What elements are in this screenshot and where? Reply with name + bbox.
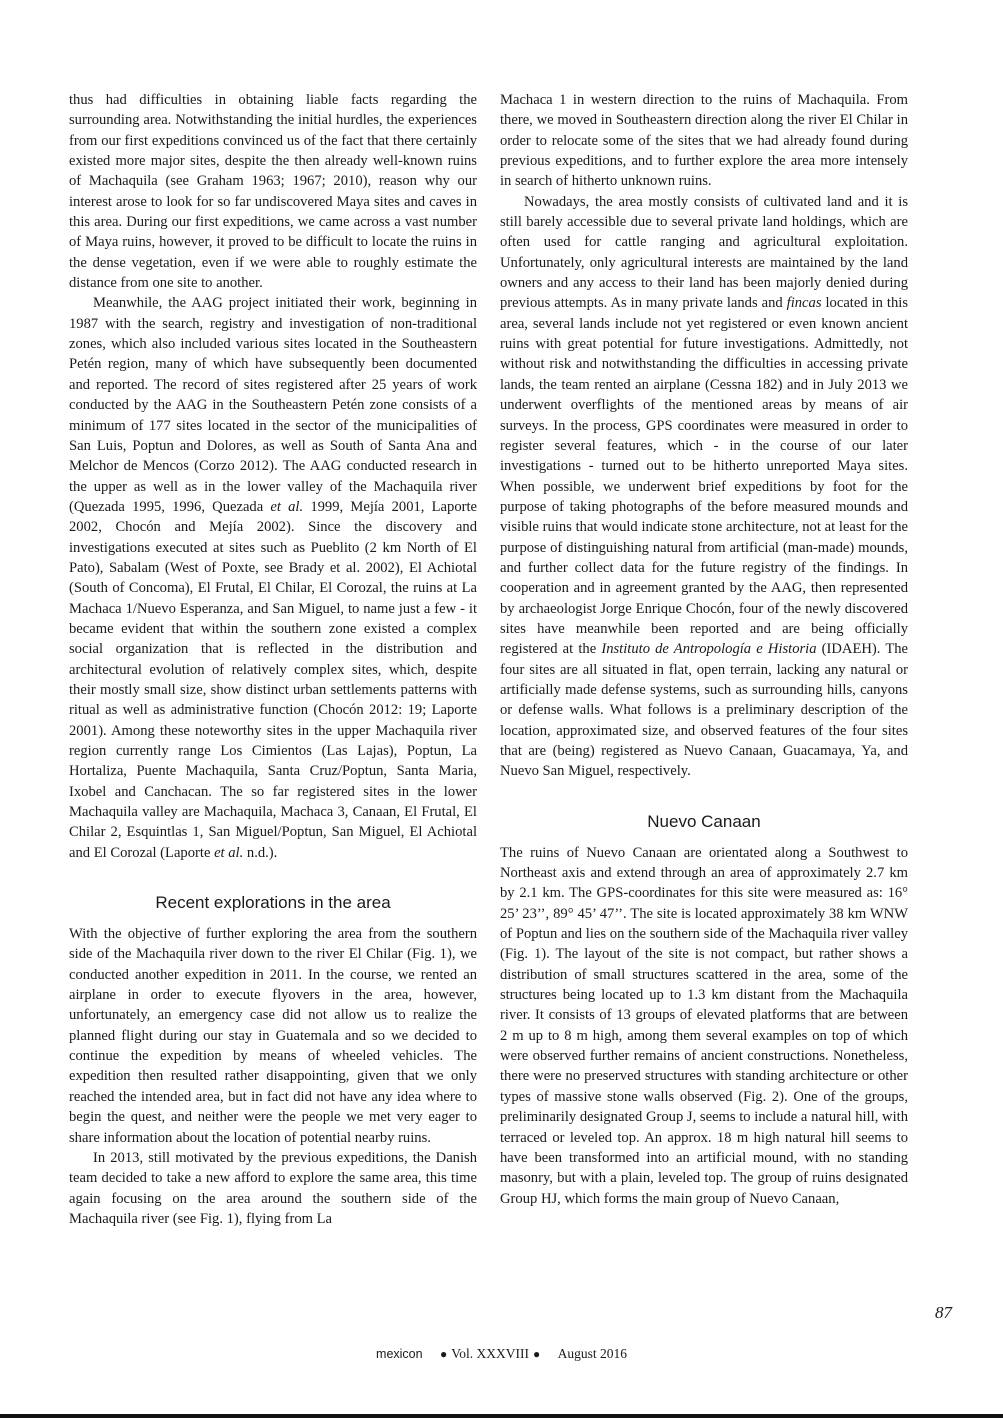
left-paragraph-1: thus had difficulties in obtaining liable facts regarding the surrounding area. Notwithstanding the initial hurdles, the experiences from our first expeditions convinced us of the fact that there certainly existed more major sites, despite the then already well-known ruins of Machaquila (see Graham 1963; 1967; 2010), reason why our interest arose to look for so far undiscovered Maya sites and caves in this area. During our first expeditions, we came across a vast number of Maya ruins, however, it proved to be difficult to locate the ruins in the dense vegetation, even if we were able to roughly estimate the distance from one site to another. xyxy=(69,92,477,292)
section-heading-recent-explorations: Recent explorations in the area xyxy=(155,893,391,913)
page-number: 87 xyxy=(935,1303,952,1322)
right-column xyxy=(500,90,908,1209)
right-paragraph-2: Nowadays, the area mostly consists of cultivated land and it is still barely accessible due to several private land holdings, which are often used for cattle ranging and agricultural exploitation. Unfortunately, only agricultural interests are maintained by the land owners and any access to their land has been majorly denied during previous attempts. As in many private lands and fincas located in this area, several lands include not yet registered or even known ancient ruins with great potential for future investigations. Admittedly, not without risk and notwithstanding the difficulties in accessing private lands, the team rented an airplane (Cessna 182) and in July 2013 we underwent overflights of the mentioned areas by means of air surveys. In the process, GPS coordinates were measured in order to register several features, which - in the course of our later investigations - turned out to be hitherto unreported Maya sites. When possible, we underwent brief expeditions by foot for the purpose of taking photographs of the before measured mounds and visible ruins that would indicate stone architecture, not at least for the purpose of distinguishing natural from artificial (man-made) mounds, and further collect data for the future registry of the findings. In cooperation and in agreement granted by the AAG, then represented by archaeologist Jorge Enrique Chocón, four of the newly discovered sites have meanwhile been reported and are being officially registered at the Instituto de Antropología e Historia (IDAEH). The four sites are all situated in flat, open terrain, lacking any natural or artificially made defense systems, such as surrounding hills, canyons or defense walls. What follows is a preliminary description of the location, approximated size, and observed features of the four sites that are (being) registered as Nuevo Canaan, Guacamaya, Ya, and Nuevo San Miguel, respectively. xyxy=(500,193,909,780)
bottom-border xyxy=(0,1414,1003,1418)
left-column xyxy=(69,90,477,1229)
left-paragraph-2: Meanwhile, the AAG project initiated their work, beginning in 1987 with the search, registry and investigation of non-traditional zones, which also included various sites located in the Southeastern Petén region, many of which have subsequently been documented and reported. The record of sites registered after 25 years of work conducted by the AAG in the Southeastern Petén zone consists of a minimum of 177 sites located in the sector of the municipalities of San Luis, Poptun and Dolores, as well as South of Santa Ana and Melchor de Mencos (Corzo 2012). The AAG conducted research in the upper as well as in the lower valley of the Machaquila river (Quezada 1995, 1996, Quezada et al. 1999, Mejía 2001, Laporte 2002, Chocón and Mejía 2002). Since the discovery and investigations executed at sites such as Pueblito (2 km North of El Pato), Sabalam (West of Poxte, see Brady et al. 2002), El Achiotal (South of Concoma), El Frutal, El Chilar, El Corozal, the ruins at La Machaca 1/Nuevo Esperanza, and San Miguel, to name just a few - it became evident that within the southern zone existed a complex social organization that is reflected in the distribution and architectural evolution of relatively complex sites, which, despite their mostly small size, show distinct urban settlements patterns with ritual as well as administrative function (Chocón 2012: 19; Laporte 2001). Among these noteworthy sites in the upper Machaquila river region currently range Los Cimientos (Las Lajas), Poptun, La Hortaliza, Puente Machaquila, Santa Cruz/Poptun, Santa Maria, Ixobel and Canchacan. The so far registered sites in the lower Machaquila valley are Machaquila, Machaca 3, Canaan, El Frutal, El Chilar 2, Esquintlas 1, San Miguel/Poptun, San Miguel, El Achiotal and El Corozal (Laporte et al. n.d.). xyxy=(69,295,478,861)
bullet-icon: ● xyxy=(439,1347,448,1361)
section-heading-nuevo-canaan: Nuevo Canaan xyxy=(647,811,761,831)
left-paragraph-3: With the objective of further exploring the area from the southern side of the Machaquila river down to the river El Chilar (Fig. 1), we conducted another expedition in 2011. In the course, we rented an airplane in order to execute flyovers in the area, however, unfortunately, an emergency case did not allow us to realize the planned flight during our stay in Guatemala and so we decided to continue the expedition by means of wheeled vehicles. The expedition then resulted rather disappointing, given that we only reached the intended area, but in fact did not have any idea where to begin the quest, and neither were the people we met very eager to share information about the location of potential nearby ruins. xyxy=(69,926,477,1146)
footer-publication: mexicon xyxy=(376,1347,423,1361)
right-paragraph-1: Machaca 1 in western direction to the ruins of Machaquila. From there, we moved in Southeastern direction along the river El Chilar in order to relocate some of the sites that we had already found during previous expeditions, and to further explore the area more intensely in search of hitherto unknown ruins. xyxy=(500,92,908,190)
right-paragraph-3: The ruins of Nuevo Canaan are orientated along a Southwest to Northeast axis and extend through an area of approximately 2.7 km by 2.1 km. The GPS-coordinates for this site were measured as: 16° 25’ 23’’, 89° 45’ 47’’. The site is located approximately 38 km WNW of Poptun and lies on the southern side of the Machaquila river valley (Fig. 1). The layout of the site is not compact, but rather shows a distribution of small structures scattered in the area, some of the structures being located up to 1.3 km distant from the Machaquila river. It consists of 13 groups of elevated platforms that are between 2 m up to 8 m high, among them several examples on top of which were observed further remains of ancient constructions. Nonetheless, there were no preserved structures with standing architecture or other types of massive stone walls observed (Fig. 2). One of the groups, preliminarily designated Group J, seems to include a natural hill, with terraced or leveled top. An approx. 18 m high natural hill seems to have been transformed into an artificial mound, with no standing masonry, but with a plain, leveled top. The group of ruins designated Group HJ, which forms the main group of Nuevo Canaan, xyxy=(500,844,908,1207)
footer-date: August 2016 xyxy=(557,1346,627,1361)
bullet-icon: ● xyxy=(532,1347,541,1361)
footer xyxy=(0,1346,1003,1362)
left-paragraph-4: In 2013, still motivated by the previous expeditions, the Danish team decided to take a new afford to explore the same area, this time again focusing on the area around the southern side of the Machaquila river (see Fig. 1), flying from La xyxy=(69,1149,477,1227)
footer-volume: Vol. XXXVIII xyxy=(451,1346,529,1361)
